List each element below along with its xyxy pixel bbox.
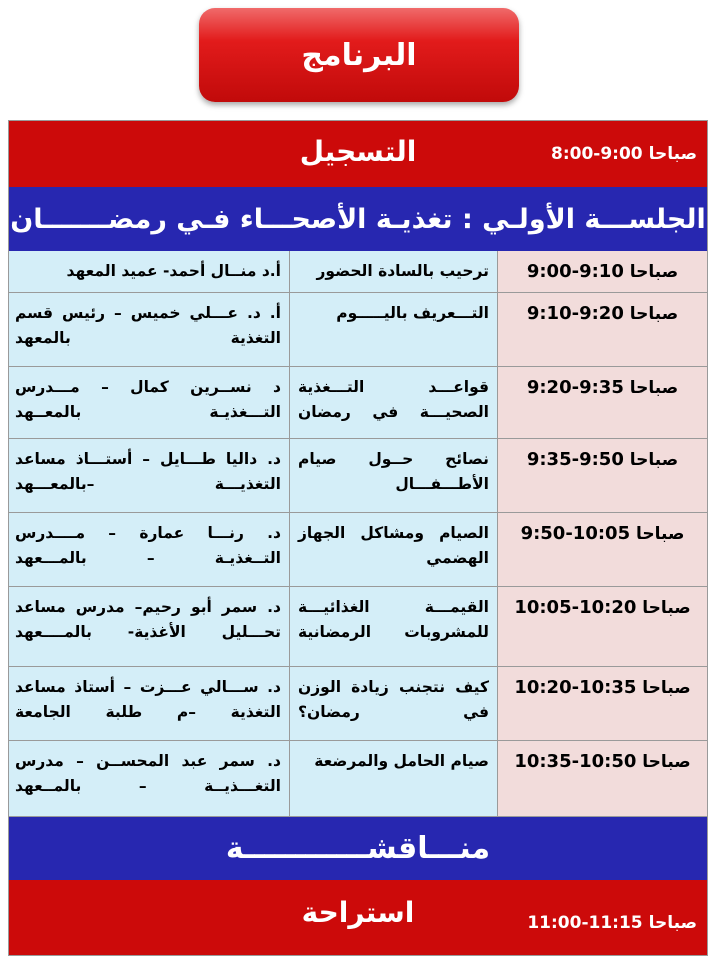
time-period: صباحا [629, 304, 679, 324]
topic-text: القيمـــة الغذائيـــة للمشروبات الرمضانية [298, 598, 489, 641]
break-title: استراحة [301, 896, 415, 929]
registration-range: 8:00-9:00 [550, 144, 643, 164]
topic-text: ترحيب بالسادة الحضور [316, 262, 489, 280]
time-cell [497, 587, 707, 667]
time-period: صباحا [629, 378, 679, 398]
time-cell [497, 367, 707, 439]
time-text [498, 597, 707, 618]
time-range: 9:20-9:35 [526, 377, 624, 398]
time-text [498, 303, 707, 324]
table-row [9, 251, 707, 293]
speaker-cell [8, 439, 289, 513]
time-cell [497, 439, 707, 513]
topic-text: نصائح حــول صيام الأطـــفـــال [298, 450, 489, 493]
time-range: 9:35-9:50 [526, 449, 624, 470]
topic-cell [289, 513, 497, 587]
table-row [9, 367, 707, 439]
speaker-cell [8, 367, 289, 439]
registration-period: صباحا [648, 144, 697, 164]
session-title: الجلســـة الأولـي : تغذيـة الأصحـــاء فـي رمضـــــــان [10, 203, 706, 235]
schedule-table [8, 120, 708, 956]
time-period: صباحا [636, 524, 685, 544]
time-cell [497, 667, 707, 741]
topic-cell [289, 741, 497, 817]
time-range: 10:05-10:20 [514, 597, 637, 618]
topic-cell [289, 439, 497, 513]
time-text [498, 751, 707, 772]
session-band [9, 187, 707, 251]
topic-cell [289, 293, 497, 367]
time-range: 9:10-9:20 [526, 303, 624, 324]
time-range: 10:20-10:35 [514, 677, 637, 698]
table-row [9, 587, 707, 667]
time-range: 9:50-10:05 [520, 523, 631, 544]
speaker-text: أ.د منــال أحمد- عميد المعهد [66, 262, 281, 280]
time-cell [497, 293, 707, 367]
time-period: صباحا [642, 752, 691, 772]
topic-cell [289, 367, 497, 439]
break-range: 11:00-11:15 [527, 912, 643, 933]
topic-text: صيام الحامل والمرضعة [314, 752, 489, 770]
speaker-text: د. رنـــا عمارة – مــــدرس التــغذيـة – بالمـــعهد [15, 524, 281, 567]
registration-time [551, 121, 697, 187]
topic-cell [289, 251, 497, 293]
speaker-text: د. داليا طـــايل – أستـــاذ مساعد التغذيـــة –بالمعـــهد [15, 450, 281, 493]
table-row [9, 741, 707, 817]
time-range: 9:00-9:10 [526, 261, 624, 282]
topic-text: الصيام ومشاكل الجهاز الهضمي [298, 524, 489, 567]
time-period: صباحا [642, 598, 691, 618]
speaker-cell [8, 587, 289, 667]
time-text [498, 449, 707, 470]
time-text [498, 677, 707, 698]
speaker-text: د. سمر أبو رحيم– مدرس مساعد تحـــليل الأغذية- بالمــــعهد [15, 598, 281, 641]
speaker-text: د نســرين كمال – مـــدرس التـــغذيـة بالمعــهد [15, 378, 281, 421]
discussion-band [9, 817, 707, 880]
time-text [498, 261, 707, 282]
discussion-title: منـــاقشــــــــــــة [225, 831, 491, 866]
time-cell [497, 251, 707, 293]
table-row [9, 439, 707, 513]
speaker-text: د. ســـالي عـــزت – أستاذ مساعد التغذية –م طلبة الجامعة [15, 678, 281, 721]
time-range: 10:35-10:50 [514, 751, 637, 772]
time-text [498, 377, 707, 398]
time-period: صباحا [629, 262, 679, 282]
speaker-text: د. سمر عبد المحســن – مدرس التغـــذيــة – بالمــعهد [15, 752, 281, 795]
speaker-cell [8, 293, 289, 367]
table-row [9, 667, 707, 741]
speaker-cell [8, 513, 289, 587]
speaker-cell [8, 667, 289, 741]
table-row [9, 513, 707, 587]
time-cell [497, 513, 707, 587]
topic-cell [289, 667, 497, 741]
break-time [527, 880, 697, 956]
time-period: صباحا [629, 450, 679, 470]
registration-band [9, 121, 707, 187]
break-period: صباحا [648, 912, 697, 933]
registration-title: التسجيل [299, 134, 417, 168]
time-period: صباحا [642, 678, 691, 698]
topic-text: التـــعريف باليـــــوم [336, 304, 489, 322]
speaker-cell [8, 741, 289, 817]
time-cell [497, 741, 707, 817]
speaker-cell [8, 251, 289, 293]
topic-text: قواعـــد التـــغذية الصحيـــة في رمضان [298, 378, 489, 421]
program-title: البرنامج [199, 8, 519, 102]
break-band [9, 880, 707, 956]
topic-cell [289, 587, 497, 667]
speaker-text: أ. د. عـــلي خميس – رئيس قسم التغذية بالمعهد [15, 304, 281, 347]
table-row [9, 293, 707, 367]
time-text [498, 523, 707, 544]
topic-text: كيف نتجنب زيادة الوزن في رمضان؟ [298, 678, 489, 721]
